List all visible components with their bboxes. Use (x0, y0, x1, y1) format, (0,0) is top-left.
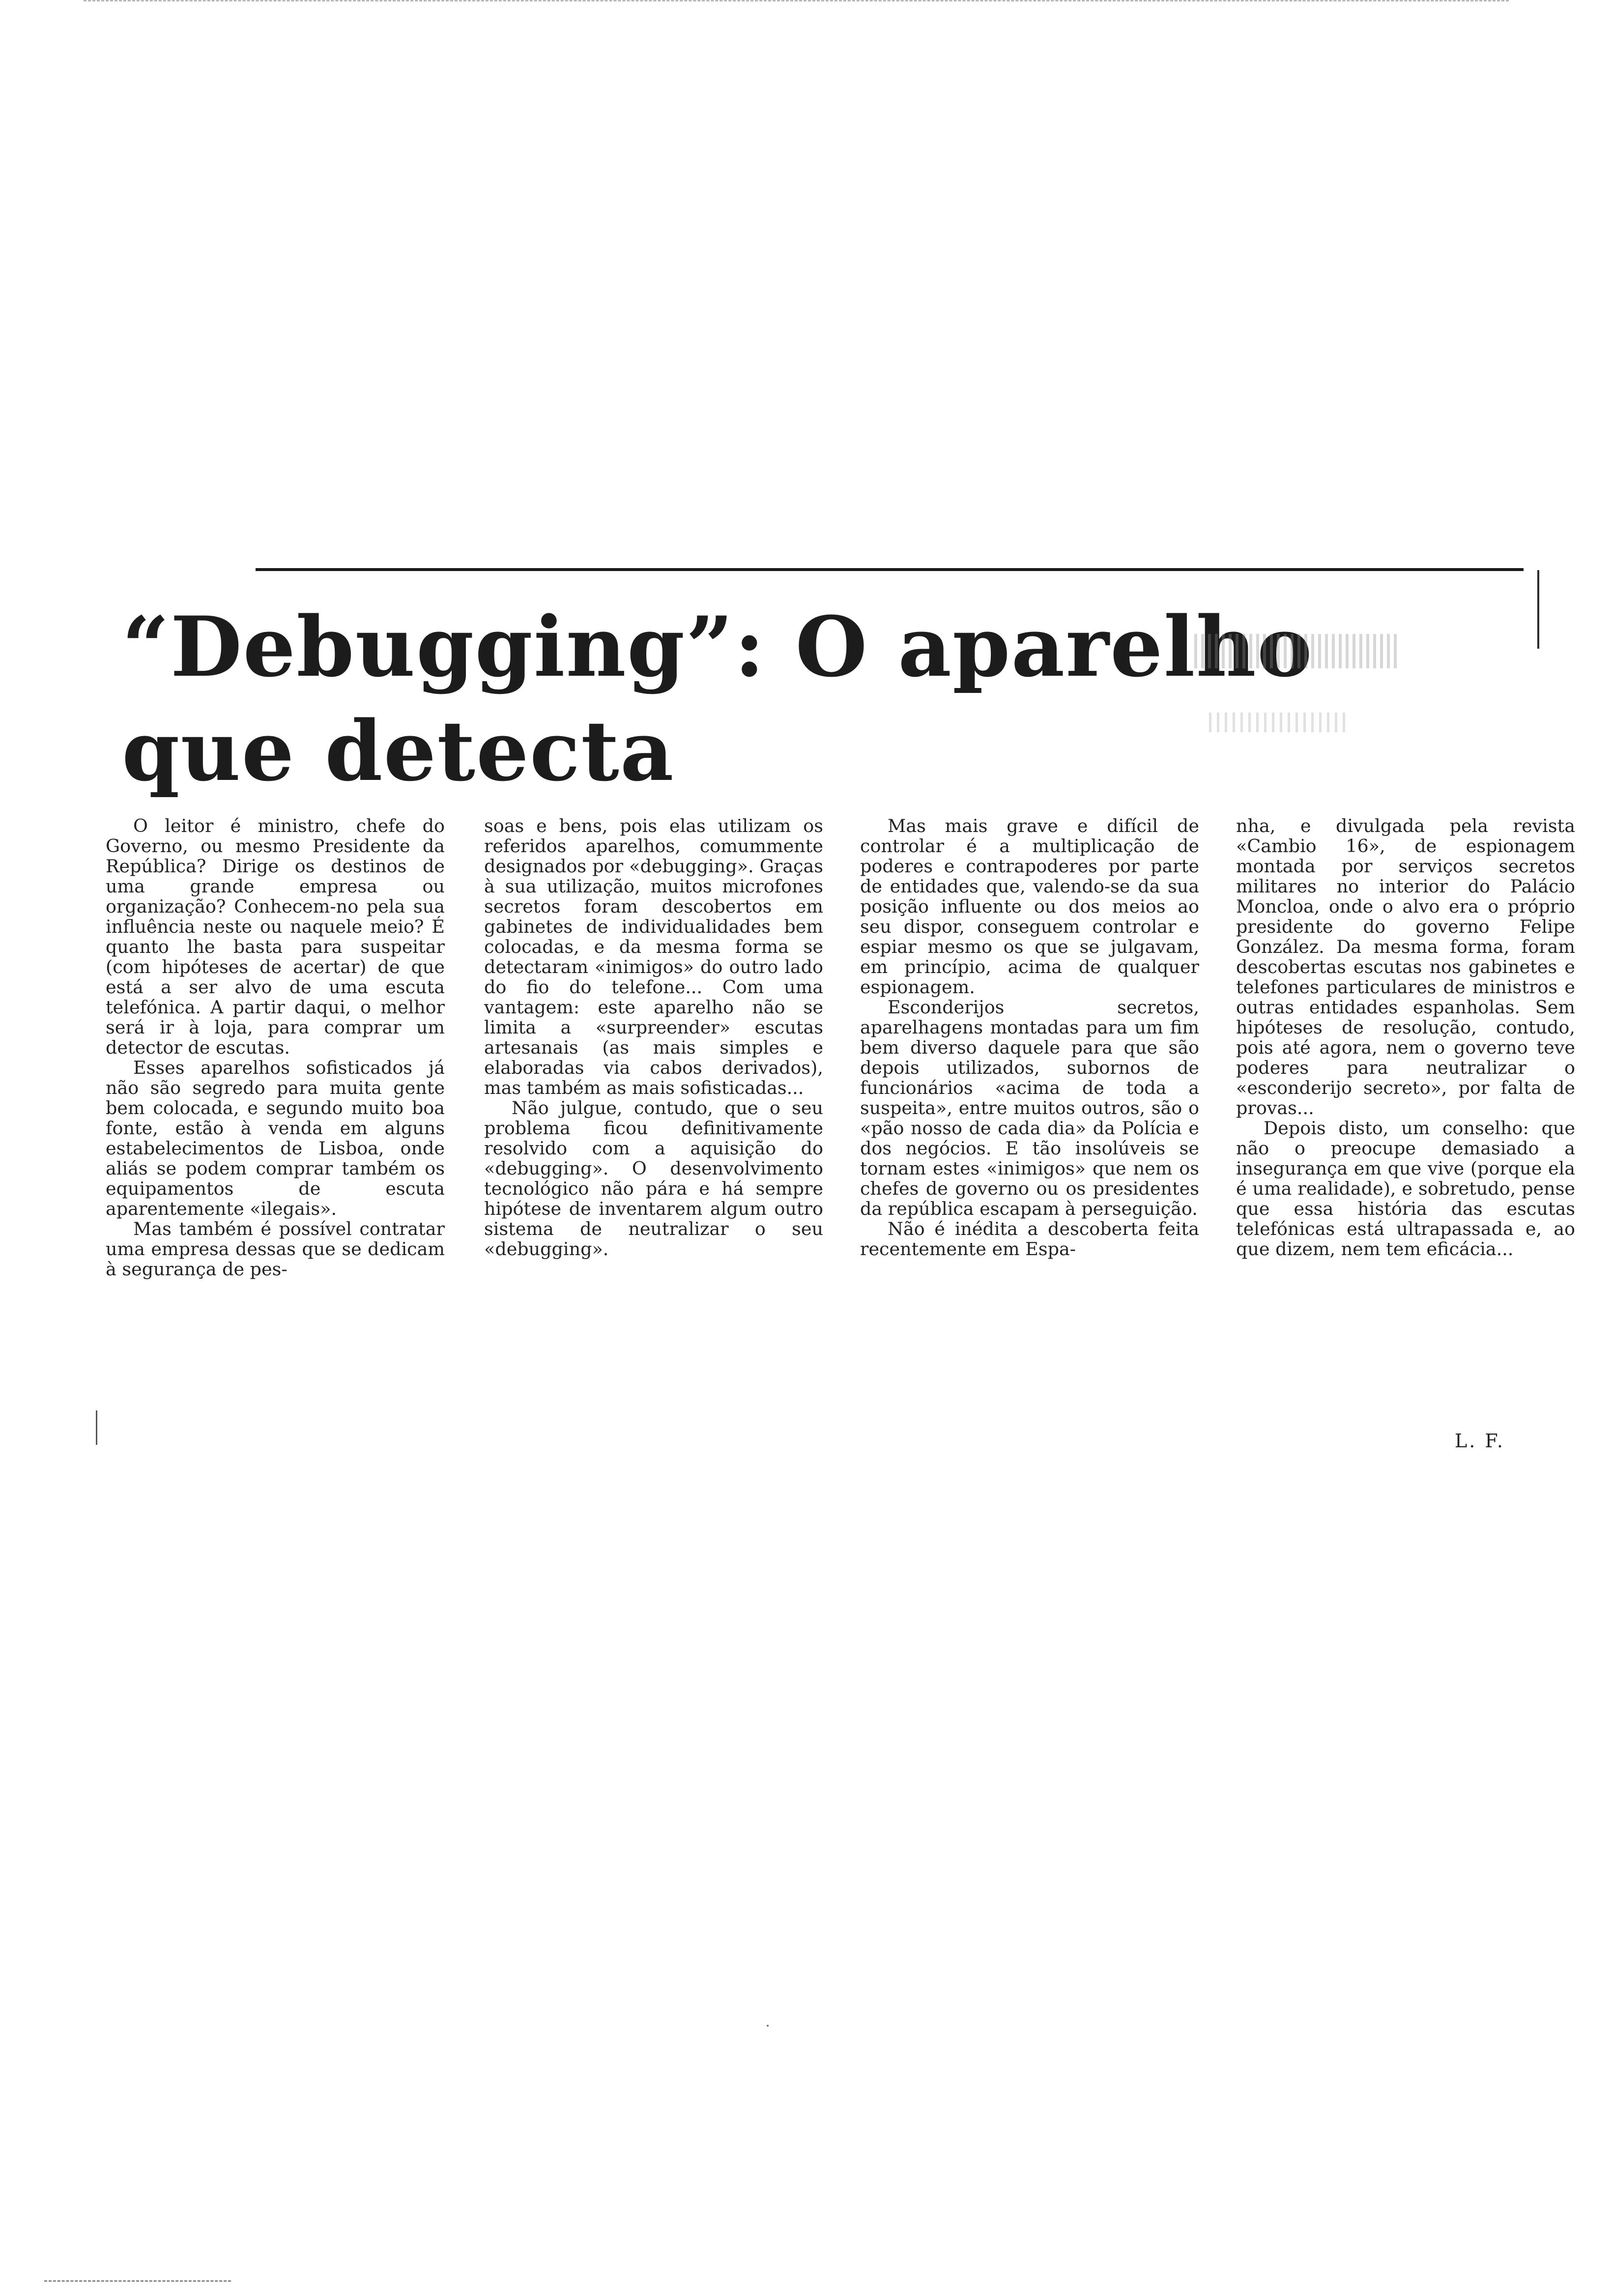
article-column-3 (860, 816, 1199, 1259)
headline-top-rule (256, 568, 1524, 571)
article-headline (122, 595, 1313, 803)
scan-edge-marks (44, 2280, 231, 2284)
clipping-edge-mark (1537, 570, 1539, 649)
paragraph: soas e bens, pois elas utilizam os referidos aparelhos, comummente designados por «debugging». Graças à sua utilização, muitos microfones secretos foram descobertos em gabinetes de individualidades bem colocadas, e da mesma forma se detectaram «inimigos» do outro lado do fio do telefone... Com uma vantagem: este aparelho não se limita a «surpreender» escutas artesanais (as mais simples e elaboradas via cabos derivados), mas também as mais sofisticadas... (484, 815, 823, 1098)
article-body (106, 815, 1575, 1474)
article-column-2 (484, 816, 823, 1259)
headline-line-2: que detecta (122, 702, 675, 800)
paragraph: nha, e divulgada pela revista «Cambio 16», de espionagem montada por serviços secretos militares no interior do Palácio Moncloa, onde o alvo era o próprio presidente do governo Felipe González. Da mesma forma, foram descobertas escutas nos gabinetes e telefones particulares de ministros e outras entidades espanholas. Sem hipóteses de resolução, contudo, pois até agora, nem o governo teve poderes para neutralizar o «esconderijo secreto», por falta de provas... (1236, 815, 1575, 1119)
scan-speck (767, 2025, 769, 2027)
margin-mark (96, 1410, 97, 1445)
paragraph: Esconderijos secretos, aparelhagens montadas para um fim bem diverso daquele para que são depois utilizados, subornos de funcionários «acima de toda a suspeita», entre muitos outros, são o «pão nosso de cada dia» da Polícia e dos negócios. E tão insolúveis se tornam estes «inimigos» que nem os chefes de governo ou os presidentes da república escapam à perseguição. (860, 997, 1199, 1219)
paragraph: Mas mais grave e difícil de controlar é a multiplicação de poderes e contrapoderes por parte de entidades que, valendo-se da sua posição influente ou dos meios ao seu dispor, conseguem controlar e espiar mesmo os que se julgavam, em princípio, acima de qualquer espionagem. (860, 815, 1199, 998)
paragraph: Não julgue, contudo, que o seu problema ficou definitivamente resolvido com a aquisição do «debugging». O desenvolvimento tecnológico não pára e há sempre hipótese de inventarem algum outro sistema de neutralizar o seu «debugging». (484, 1097, 823, 1260)
article-column-1 (106, 816, 445, 1279)
print-smudge (1194, 634, 1401, 668)
paragraph: Esses aparelhos sofisticados já não são segredo para muita gente bem colocada, e segundo muito boa fonte, estão à venda em alguns estabelecimentos de Lisboa, onde aliás se podem comprar também os equipamentos de escuta aparentemente «ilegais». (106, 1057, 445, 1219)
headline-line-1: “Debugging”: O aparelho (122, 598, 1313, 695)
print-smudge (1209, 713, 1347, 732)
paragraph: Não é inédita a descoberta feita recentemente em Espa- (860, 1218, 1199, 1260)
article-column-4 (1236, 816, 1575, 1259)
author-signature: L. F. (1455, 1430, 1505, 1452)
paragraph: Depois disto, um conselho: que não o preocupe demasiado a insegurança em que vive (porque ela é uma realidade), e sobretudo, pense que essa história das escutas telefónicas está ultrapassada e, ao que dizem, nem tem eficácia... (1236, 1118, 1575, 1260)
paragraph: Mas também é possível contratar uma empresa dessas que se dedicam à segurança de pes- (106, 1218, 445, 1280)
scan-edge-marks (84, 0, 1509, 5)
paragraph: O leitor é ministro, chefe do Governo, ou mesmo Presidente da República? Dirige os destinos de uma grande empresa ou organização? Conhecem-no pela sua influência neste ou naquele meio? É quanto lhe basta para suspeitar (com hipóteses de acertar) de que está a ser alvo de uma escuta telefónica. A partir daqui, o melhor será ir à loja, para comprar um detector de escutas. (106, 815, 445, 1058)
